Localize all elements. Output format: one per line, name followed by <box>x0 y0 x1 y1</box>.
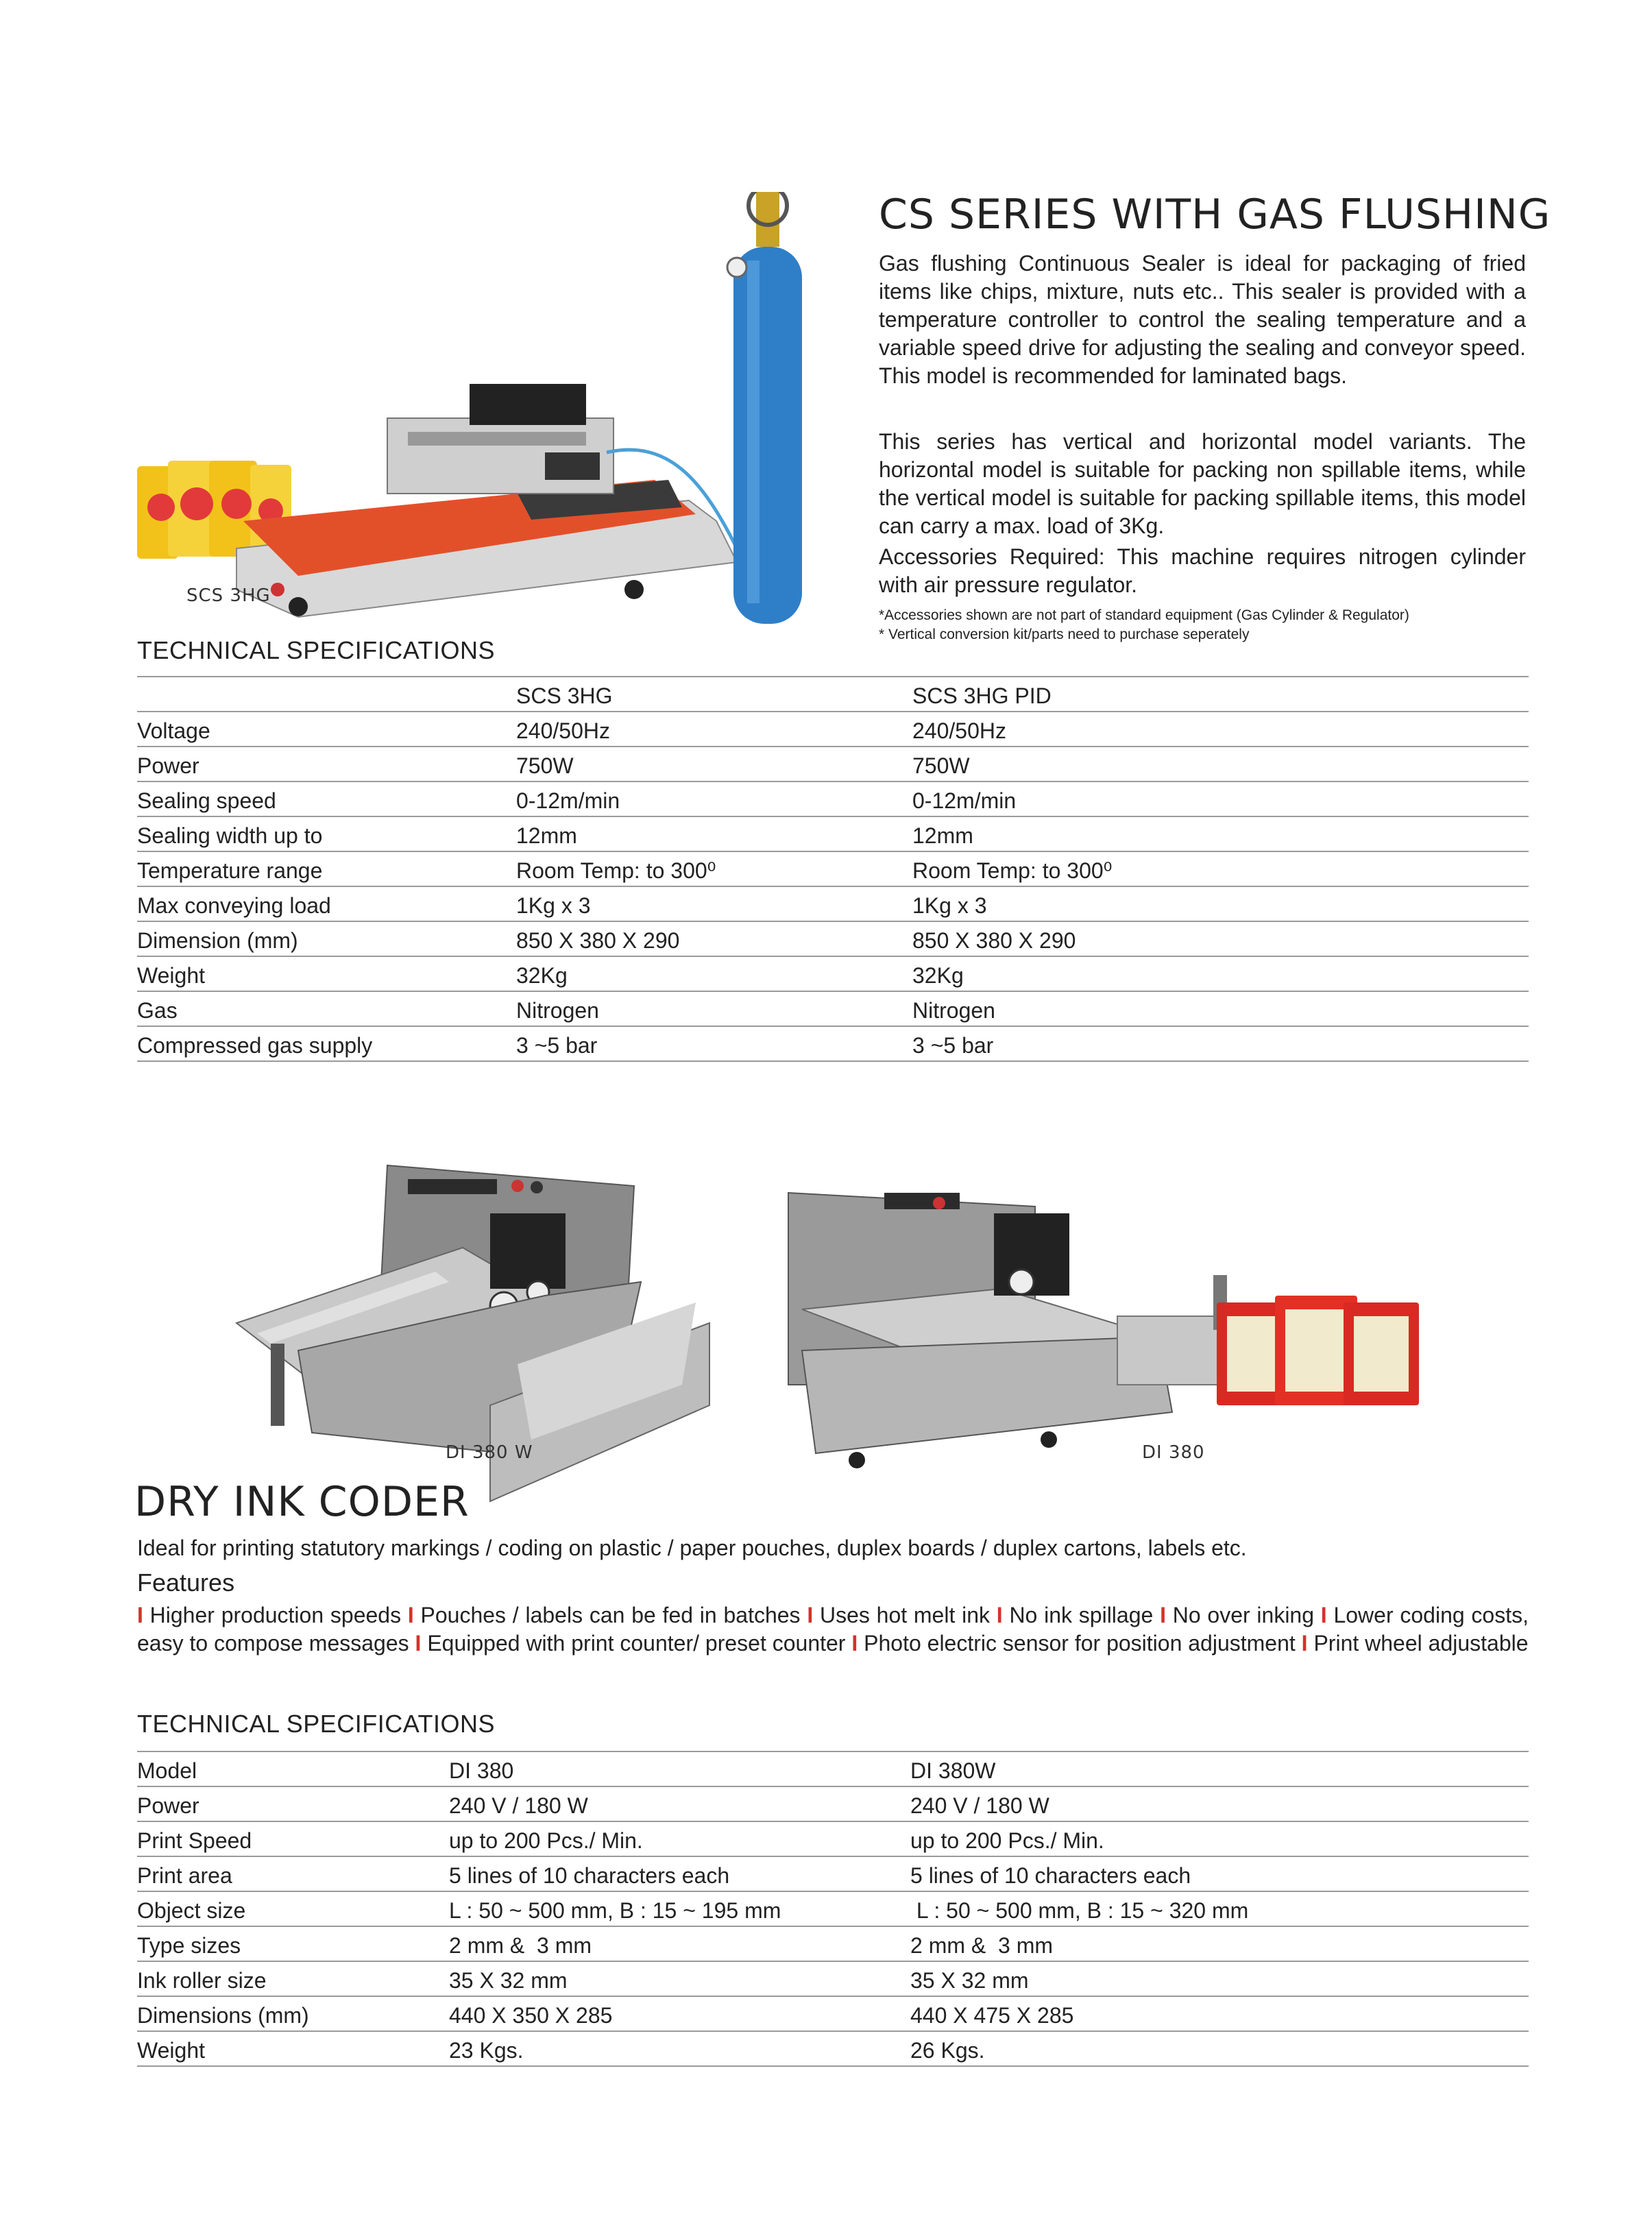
features-heading: Features <box>137 1568 235 1597</box>
feature-separator: I <box>807 1603 814 1627</box>
table-row <box>137 1026 1529 1061</box>
dry-ink-coder-title: DRY INK CODER <box>134 1478 470 1526</box>
table-row <box>137 1891 1529 1926</box>
feature-separator: I <box>851 1631 858 1656</box>
spec-label: Print Speed <box>137 1821 449 1856</box>
gas-cylinder-icon <box>727 192 802 624</box>
packet-icon <box>1217 1296 1419 1405</box>
feature-separator: I <box>415 1631 422 1656</box>
dry-ink-spec-table <box>137 1751 1529 2067</box>
spec-value: 5 lines of 10 characters each <box>449 1856 910 1891</box>
spec-value: 3 ~5 bar <box>516 1026 912 1061</box>
spec-value: 12mm <box>912 816 1529 851</box>
spec-value: 32Kg <box>516 956 912 991</box>
di380-machine-image <box>775 1179 1453 1481</box>
cs-series-spec-title: TECHNICAL SPECIFICATIONS <box>137 636 496 664</box>
table-row <box>137 991 1529 1026</box>
feature-item: Photo electric sensor for position adjustment <box>864 1631 1296 1656</box>
spec-value: 26 Kgs. <box>910 2031 1529 2066</box>
spec-label: Print area <box>137 1856 449 1891</box>
spec-value: 750W <box>516 747 912 781</box>
spec-value: L : 50 ~ 500 mm, B : 15 ~ 195 mm <box>449 1891 910 1926</box>
spec-label: Object size <box>137 1891 449 1926</box>
di380w-image-caption: DI 380 W <box>446 1442 533 1463</box>
spec-value: up to 200 Pcs./ Min. <box>449 1821 910 1856</box>
spec-value: 1Kg x 3 <box>912 886 1529 921</box>
spec-value: 35 X 32 mm <box>449 1961 910 1996</box>
feature-separator: I <box>407 1603 414 1627</box>
sealer-body-icon <box>236 384 737 617</box>
feature-separator: I <box>996 1603 1003 1627</box>
dry-ink-spec-title: TECHNICAL SPECIFICATIONS <box>137 1710 496 1738</box>
feature-separator: I <box>1301 1631 1308 1656</box>
spec-value: 240 V / 180 W <box>449 1786 910 1821</box>
table-row <box>137 921 1529 956</box>
table-row <box>137 886 1529 921</box>
spec-label: Max conveying load <box>137 886 516 921</box>
feature-item: No over inking <box>1172 1603 1315 1627</box>
spec-label: Power <box>137 1786 449 1821</box>
cs-series-note-2: * Vertical conversion kit/parts need to purchase seperately <box>879 627 1250 642</box>
spec-value: 440 X 475 X 285 <box>910 1996 1529 2031</box>
spec-value: DI 380W <box>910 1751 1529 1786</box>
spec-label: Dimensions (mm) <box>137 1996 449 2031</box>
spec-value: 440 X 350 X 285 <box>449 1996 910 2031</box>
table-header-cell: SCS 3HG PID <box>912 677 1529 712</box>
spec-value: 850 X 380 X 290 <box>516 921 912 956</box>
spec-value: Nitrogen <box>516 991 912 1026</box>
feature-item: Pouches / labels can be fed in batches <box>420 1603 801 1627</box>
spec-value: DI 380 <box>449 1751 910 1786</box>
table-row <box>137 1926 1529 1961</box>
spec-label: Dimension (mm) <box>137 921 516 956</box>
spec-label: Sealing width up to <box>137 816 516 851</box>
spec-label: Temperature range <box>137 851 516 886</box>
table-row <box>137 1961 1529 1996</box>
sealer-image-caption: SCS 3HG <box>186 585 271 606</box>
spec-value: 2 mm & 3 mm <box>449 1926 910 1961</box>
feature-separator: I <box>1320 1603 1327 1627</box>
spec-value: 5 lines of 10 characters each <box>910 1856 1529 1891</box>
spec-value: 240/50Hz <box>516 712 912 747</box>
table-header-cell: SCS 3HG <box>516 677 912 712</box>
table-row <box>137 851 1529 886</box>
spec-value: 850 X 380 X 290 <box>912 921 1529 956</box>
spec-label: Sealing speed <box>137 781 516 816</box>
spec-label: Model <box>137 1751 449 1786</box>
spec-value: Room Temp: to 300⁰ <box>912 851 1529 886</box>
table-row <box>137 747 1529 781</box>
spec-value: 32Kg <box>912 956 1529 991</box>
di380-image-caption: DI 380 <box>1142 1442 1205 1463</box>
table-row <box>137 1751 1529 1786</box>
spec-value: 1Kg x 3 <box>516 886 912 921</box>
cs-series-paragraph-2: This series has vertical and horizontal model variants. The horizontal model is suitable for packing non spillable items, while the vertical model is suitable for packing spillable items, this model can carry a max. load of 3Kg. <box>879 429 1526 538</box>
table-row <box>137 2031 1529 2066</box>
cs-series-paragraph-3: Accessories Required: This machine requires nitrogen cylinder with air pressure regulator. <box>879 544 1526 597</box>
table-header-row <box>137 677 1529 712</box>
spec-value: 2 mm & 3 mm <box>910 1926 1529 1961</box>
table-row <box>137 956 1529 991</box>
cs-series-note-1: *Accessories shown are not part of standard equipment (Gas Cylinder & Regulator) <box>879 607 1409 623</box>
table-row <box>137 816 1529 851</box>
cs-series-title: CS SERIES WITH GAS FLUSHING <box>879 191 1551 239</box>
spec-value: 35 X 32 mm <box>910 1961 1529 1996</box>
table-row <box>137 712 1529 747</box>
feature-item: Higher production speeds <box>149 1603 402 1627</box>
table-row <box>137 1996 1529 2031</box>
feature-item: Print wheel adjustable <box>1313 1631 1529 1656</box>
dry-ink-intro: Ideal for printing statutory markings / coding on plastic / paper pouches, duplex boards / duplex cartons, labels etc. <box>137 1536 1247 1560</box>
spec-value: up to 200 Pcs./ Min. <box>910 1821 1529 1856</box>
feature-item: No ink spillage <box>1009 1603 1154 1627</box>
sealer-machine-image <box>134 192 874 631</box>
spec-label: Voltage <box>137 712 516 747</box>
spec-value: 240 V / 180 W <box>910 1786 1529 1821</box>
spec-value: 750W <box>912 747 1529 781</box>
feature-item: Lower coding costs, easy to compose messages <box>137 1603 1529 1656</box>
spec-value: 0-12m/min <box>516 781 912 816</box>
cs-series-paragraph-1: Gas flushing Continuous Sealer is ideal for packaging of fried items like chips, mixture, nuts etc.. This sealer is provided with a temperature controller to control the sealing temperature and a variable speed drive for adjusting the sealing and conveyor speed. This model is recommended for laminated bags. <box>879 251 1526 388</box>
spec-value: 240/50Hz <box>912 712 1529 747</box>
feature-separator: I <box>137 1603 143 1627</box>
spec-label: Gas <box>137 991 516 1026</box>
spec-label: Weight <box>137 2031 449 2066</box>
table-row <box>137 1786 1529 1821</box>
table-row <box>137 1821 1529 1856</box>
spec-label: Ink roller size <box>137 1961 449 1996</box>
spec-label: Compressed gas supply <box>137 1026 516 1061</box>
spec-label: Power <box>137 747 516 781</box>
spec-value: 23 Kgs. <box>449 2031 910 2066</box>
cs-series-spec-table <box>137 676 1529 1062</box>
table-row <box>137 1856 1529 1891</box>
feature-separator: I <box>1160 1603 1166 1627</box>
spec-value: 12mm <box>516 816 912 851</box>
spec-value: Nitrogen <box>912 991 1529 1026</box>
feature-item: Uses hot melt ink <box>819 1603 991 1627</box>
table-header-cell <box>137 677 516 712</box>
features-list <box>137 1601 1529 1658</box>
feature-item: Equipped with print counter/ preset counter <box>427 1631 846 1656</box>
spec-value: 3 ~5 bar <box>912 1026 1529 1061</box>
spec-label: Weight <box>137 956 516 991</box>
spec-value: 0-12m/min <box>912 781 1529 816</box>
spec-label: Type sizes <box>137 1926 449 1961</box>
spec-value: L : 50 ~ 500 mm, B : 15 ~ 320 mm <box>910 1891 1529 1926</box>
spec-value: Room Temp: to 300⁰ <box>516 851 912 886</box>
table-row <box>137 781 1529 816</box>
